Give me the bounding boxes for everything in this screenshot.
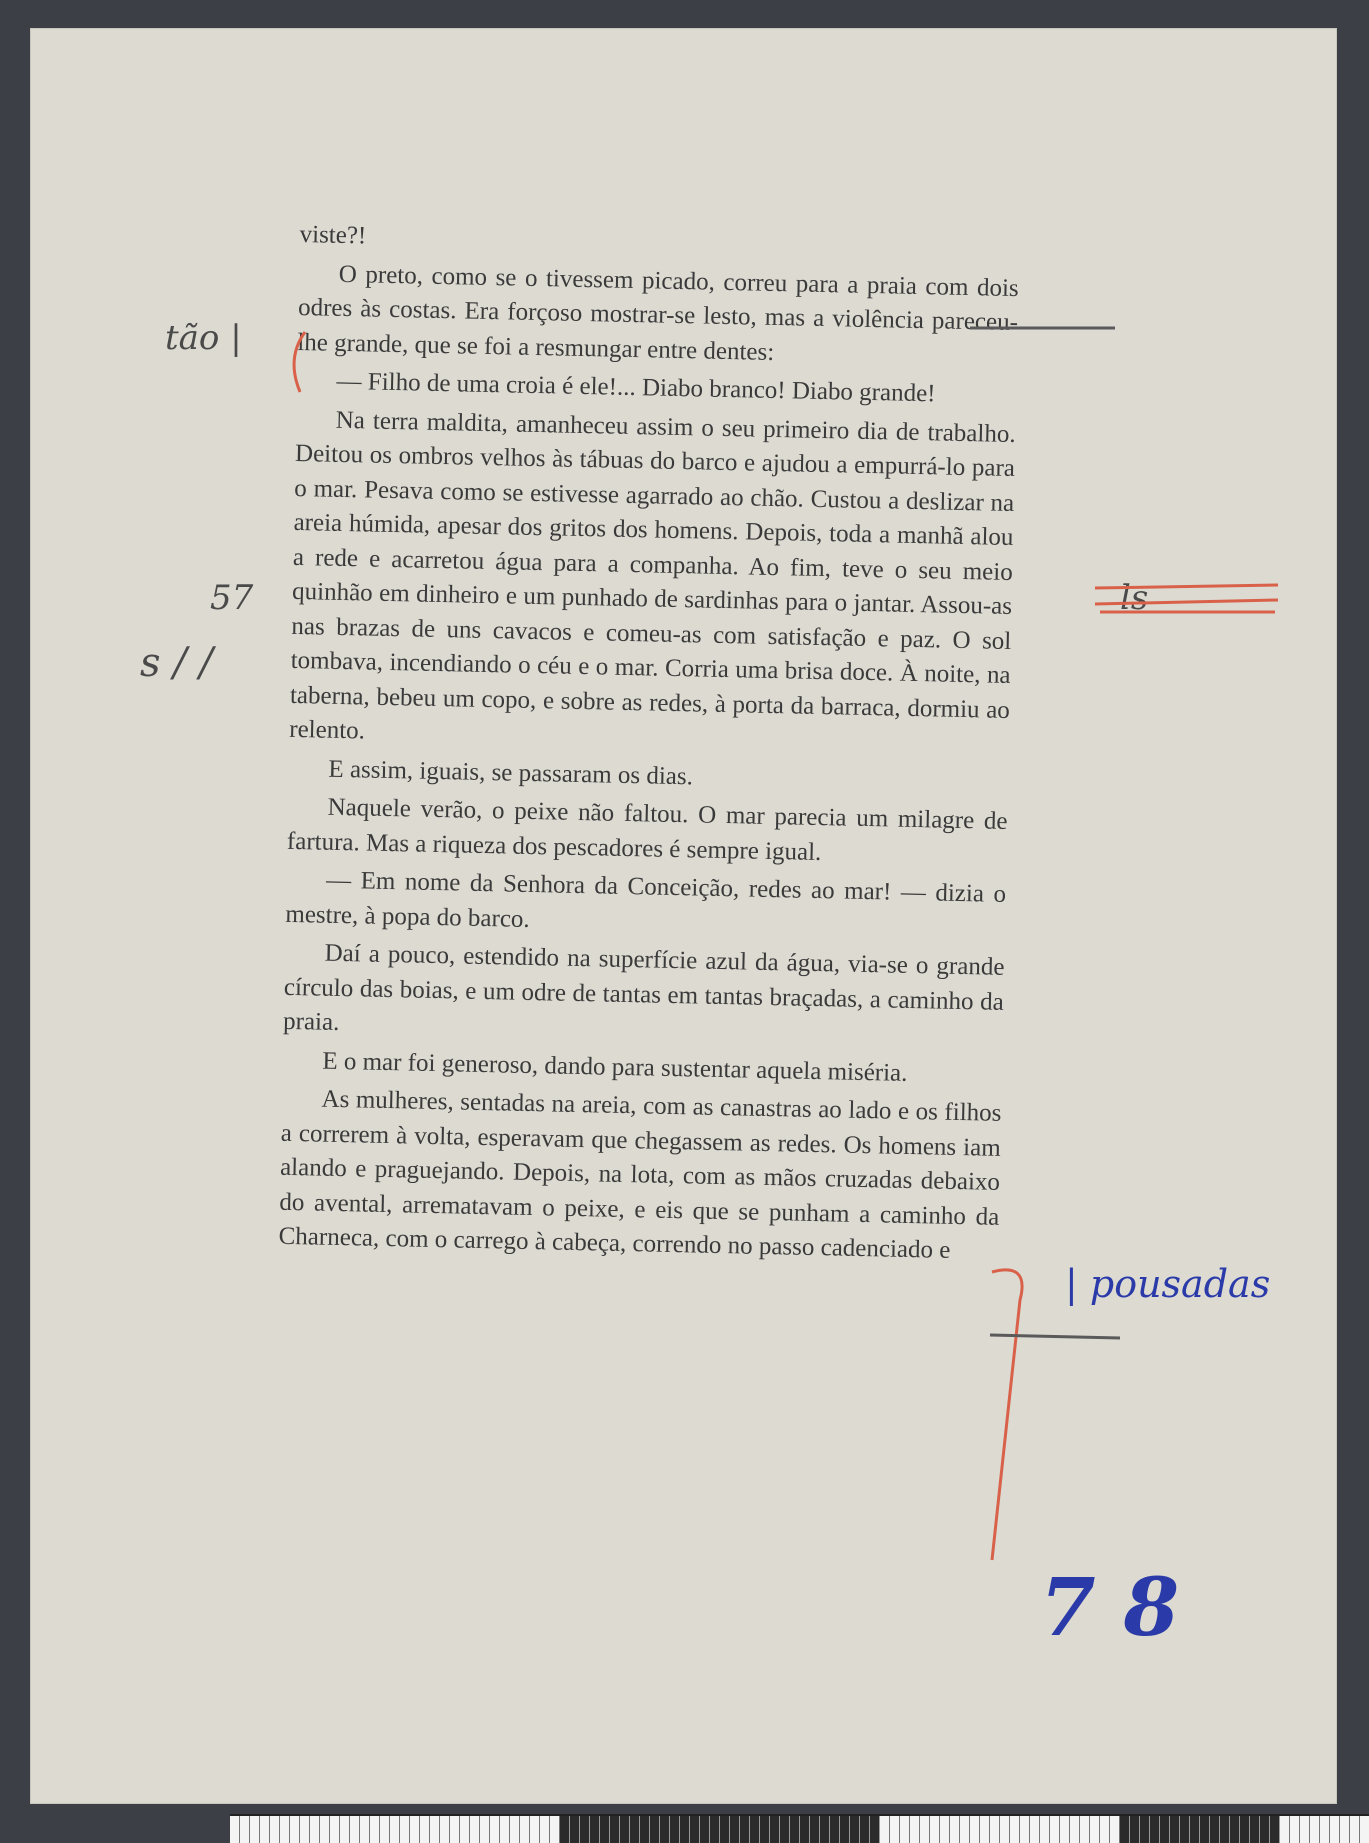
paragraph: Naquele verão, o peixe não faltou. O mar parecia um milagre de fartura. Mas a riqueza dos pescadores é sempre igual. (286, 793, 1008, 866)
red-insertion-mark (992, 1270, 1022, 1560)
paragraph: viste?! (299, 220, 367, 250)
margin-note-pousadas: | pousadas (1065, 1262, 1271, 1306)
margin-note-number: 57 (210, 578, 254, 618)
paragraph: O preto, como se o tivessem picado, correu para a praia com dois odres às costas. Era forçoso mostrar-se lesto, mas a violência pareceu-lhe grande, que se foi a resmungar entre dentes: (297, 260, 1019, 366)
paragraph: — Filho de uma croia é ele!... Diabo branco! Diabo grande! (336, 367, 936, 408)
paragraph: E assim, iguais, se passaram os dias. (328, 755, 694, 790)
margin-note-tao: tão | (165, 318, 242, 358)
paragraph: As mulheres, sentadas na areia, com as canastras ao lado e os filhos a correrem à volta, esperavam que chegassem as redes. Os homens iam alando e praguejando. Depois, na lota, com as mãos cruzadas debaixo do avental, arrematavam o peixe, e eis que se punham a caminho da Charneca, com o carrego à cabeça, correndo no passo cadenciado e (278, 1085, 1002, 1264)
paragraph: E o mar foi generoso, dando para sustentar aquela miséria. (322, 1047, 908, 1087)
page-number: 7 8 (1040, 1560, 1180, 1654)
red-bracket-mark (294, 332, 305, 392)
paragraph: — Em nome da Senhora da Conceição, redes ao mar! — dizia o mestre, à popa do barco. (285, 866, 1007, 933)
paragraph: Daí a pouco, estendido na superfície azul da água, via-se o grande círculo das boias, e um odre de tantas em tantas braçadas, a caminho da praia. (282, 939, 1005, 1036)
margin-note-ls: ls (1120, 578, 1149, 618)
red-strike-mark (1095, 585, 1278, 612)
pencil-line-mark (990, 1335, 1120, 1338)
margin-note-mark: s / / (140, 640, 213, 686)
paragraph: Na terra maldita, amanheceu assim o seu primeiro dia de trabalho. Deitou os ombros velhos às tábuas do barco e ajudou a empurrá-lo para o mar. Pesava como se estivesse agarrado ao chão. Custou a deslizar na areia húmida, apesar dos gritos dos homens. Depois, toda a manhã alou a rede e acarretou água para a companha. Ao fim, teve o seu meio quinhão em dinheiro e um punhado de sardinhas para o jantar. Assou-as nas brazas de uns cavacos e comeu-as com satisfação e paz. O sol tombava, incendiando o céu e o mar. Corria uma brisa doce. À noite, na taberna, bebeu um copo, e sobre as redes, à porta da barraca, dormiu ao relento. (289, 406, 1016, 745)
